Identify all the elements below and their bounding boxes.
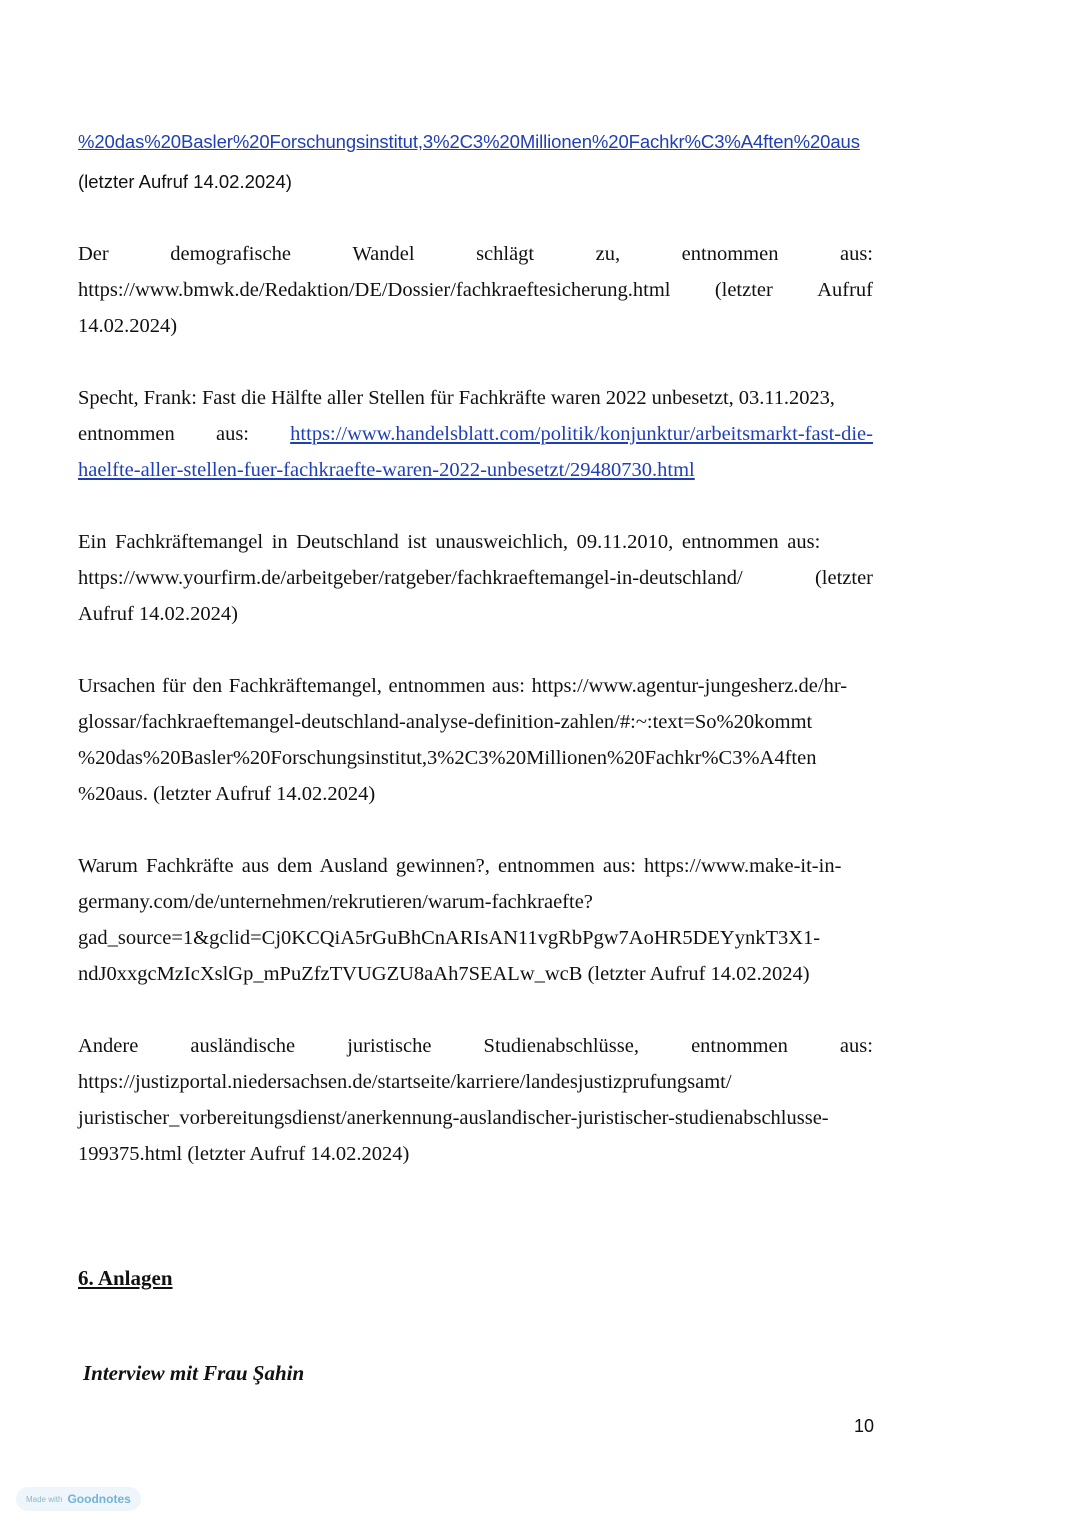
word: Wandel	[352, 243, 415, 265]
entry-line: Ursachen für den Fachkräftemangel, entnommen aus: https://www.agentur-jungesherz.de/hr-	[78, 675, 848, 697]
entry-line: glossar/fachkraeftemangel-deutschland-analyse-definition-zahlen/#:~:text=So%20kommt	[78, 711, 813, 733]
continued-access-note: (letzter Aufruf 14.02.2024)	[78, 171, 292, 192]
entry-line	[78, 236, 873, 272]
continued-url-link[interactable]: %20das%20Basler%20Forschungsinstitut,3%2C3%20Millionen%20Fachkr%C3%A4ften%20aus	[78, 131, 860, 152]
entry-line: Warum Fachkräfte aus dem Ausland gewinnen?, entnommen aus: https://www.make-it-in-	[78, 855, 842, 877]
reference-entry	[78, 524, 873, 632]
handelsblatt-link[interactable]: https://www.handelsblatt.com/politik/konjunktur/arbeitsmarkt-fast-die-	[290, 423, 873, 445]
entry-line: https://justizportal.niedersachsen.de/startseite/karriere/landesjustizprufungsamt/	[78, 1071, 732, 1093]
word: juristische	[347, 1035, 432, 1057]
word: Andere	[78, 1035, 139, 1057]
word: (letzter	[814, 567, 873, 589]
entry-line	[78, 416, 873, 452]
entry-line: Ein Fachkräftemangel in Deutschland ist unausweichlich, 09.11.2010, entnommen aus:	[78, 531, 821, 553]
reference-entry	[78, 236, 873, 344]
goodnotes-watermark	[16, 1487, 141, 1511]
entry-line	[78, 560, 873, 596]
word: aus:	[839, 1035, 873, 1057]
entry-line: Aufruf 14.02.2024)	[78, 603, 238, 625]
word: (letzter	[714, 279, 773, 301]
reference-entry	[78, 668, 873, 812]
word: ausländische	[190, 1035, 296, 1057]
word: demografische	[170, 243, 291, 265]
entry-line: Specht, Frank: Fast die Hälfte aller Stellen für Fachkräfte waren 2022 unbesetzt, 03.11.2023,	[78, 387, 835, 409]
entry-line: germany.com/de/unternehmen/rekrutieren/warum-fachkraefte?	[78, 891, 593, 913]
reference-url: https://www.bmwk.de/Redaktion/DE/Dossier/fachkraeftesicherung.html	[78, 279, 671, 301]
interview-subheading: Interview mit Frau Şahin	[83, 1361, 305, 1385]
section-heading: 6. Anlagen	[78, 1266, 173, 1290]
word: aus:	[839, 243, 873, 265]
watermark-brand: Goodnotes	[67, 1492, 131, 1506]
entry-line: ndJ0xxgcMzIcXslGp_mPuZfzTVUGZU8aAh7SEALw_wcB (letzter Aufruf 14.02.2024)	[78, 963, 810, 985]
word: entnommen	[78, 423, 175, 445]
reference-url: https://www.yourfirm.de/arbeitgeber/ratgeber/fachkraeftemangel-in-deutschland/	[78, 567, 743, 589]
entry-line: juristischer_vorbereitungsdienst/anerkennung-auslandischer-juristischer-studienabschlusse-	[78, 1107, 829, 1129]
entry-line	[78, 272, 873, 308]
entry-line: %20das%20Basler%20Forschungsinstitut,3%2C3%20Millionen%20Fachkr%C3%A4ften	[78, 747, 817, 769]
word: entnommen	[691, 1035, 788, 1057]
word: Aufruf	[817, 279, 873, 301]
watermark-prefix: Made with	[26, 1494, 63, 1504]
word: Studienabschlüsse,	[483, 1035, 639, 1057]
word: aus:	[215, 423, 249, 445]
word: zu,	[595, 243, 621, 265]
reference-entry	[78, 380, 873, 488]
reference-entry	[78, 1028, 873, 1172]
handelsblatt-link-continued[interactable]: haelfte-aller-stellen-fuer-fachkraefte-waren-2022-unbesetzt/29480730.html	[78, 459, 695, 481]
reference-entry	[78, 848, 873, 992]
entry-line: gad_source=1&gclid=Cj0KCQiA5rGuBhCnARIsAN11vgRbPgw7AoHR5DEYynkT3X1-	[78, 927, 821, 949]
word: entnommen	[681, 243, 779, 265]
page-number: 10	[854, 1416, 875, 1436]
entry-line: 14.02.2024)	[78, 315, 178, 337]
entry-line	[78, 452, 873, 488]
word: Der	[78, 243, 109, 265]
entry-line: %20aus. (letzter Aufruf 14.02.2024)	[78, 783, 376, 805]
entry-line	[78, 1028, 873, 1064]
entry-line: 199375.html (letzter Aufruf 14.02.2024)	[78, 1143, 410, 1165]
word: schlägt	[476, 243, 535, 265]
